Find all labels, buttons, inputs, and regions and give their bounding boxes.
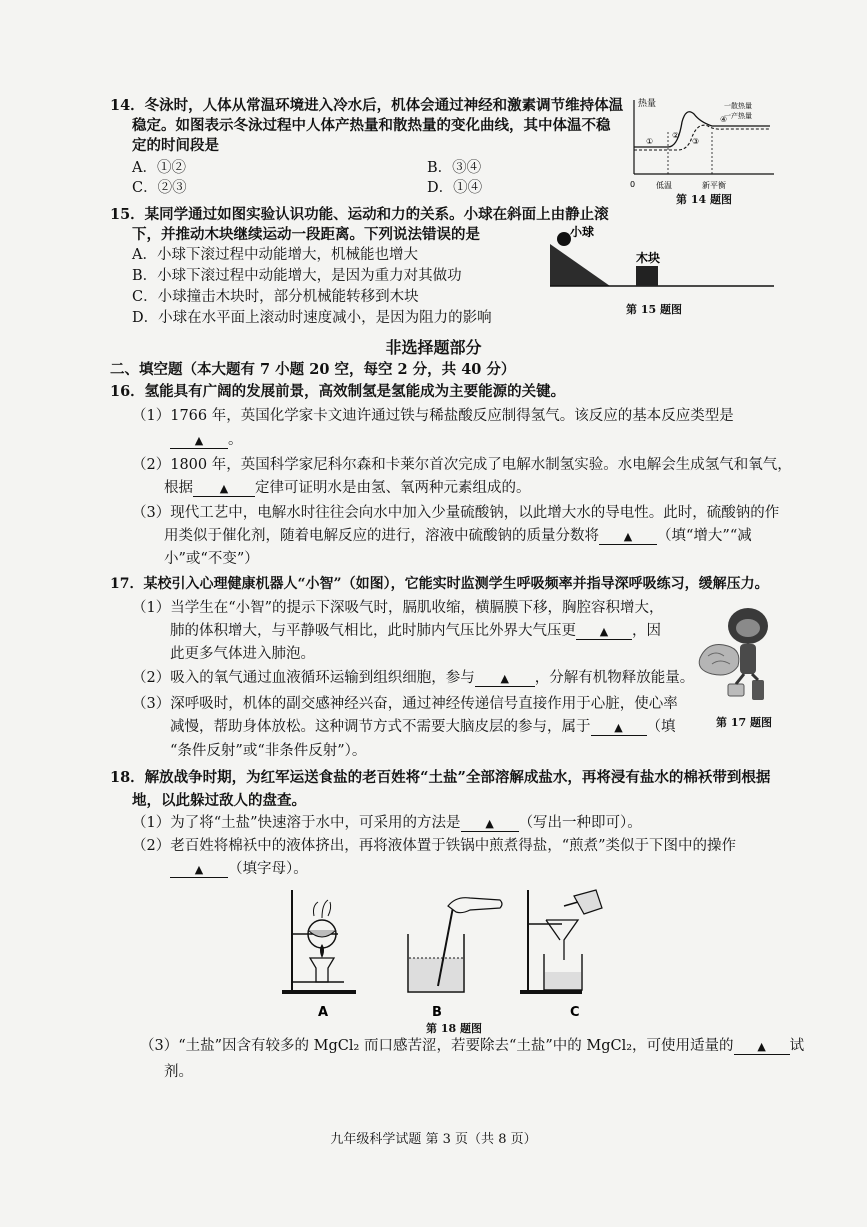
q17-s2: （2）吸入的氧气通过血液循环运输到组织细胞，参与 ▲ ，分解有机物释放能量。 [132,670,695,686]
q15-incline-figure [548,222,776,294]
q14-line2: 稳定。如图表示冬泳过程中人体产热量和散热量的变化曲线，其中体温不稳 [132,117,611,134]
q18-s1-blank[interactable]: ▲ [461,817,519,832]
robot-foot-left [728,684,744,696]
q18-line2: 地，以此躲过敌人的盘查。 [132,792,306,809]
apparatus-a-evaporation [282,890,356,994]
q16-s2-line1: （2）1800 年，英国科学家尼科尔森和卡莱尔首次完成了电解水制氢实验。水电解会生成氢气和氧气， [132,457,792,473]
q16-s3-blank[interactable]: ▲ [599,530,657,545]
q14-marker-4: ④ [720,115,728,124]
q14-line1: 14．冬泳时，人体从常温环境进入冷水后，机体会通过神经和激素调节维持体温 [110,97,624,114]
q16-s1-blank[interactable]: ▲ [170,434,228,449]
q18-s2-line2: ▲ （填字母）。 [170,859,308,879]
label-c: C [570,1005,580,1020]
label-b: B [432,1005,442,1020]
q18-s1: （1）为了将“土盐”快速溶于水中，可采用的方法是 ▲ （写出一种即可）。 [132,815,642,831]
q17-caption: 第 17 题图 [716,716,772,729]
q17-s3-blank[interactable]: ▲ [591,721,647,736]
q14-option-b[interactable]: B．③④ [427,160,482,176]
q14-legend-heat-loss: 一散热量 [724,102,752,110]
q17-s2-blank[interactable]: ▲ [475,672,535,687]
q18-s2-line1: （2）老百姓将棉袄中的液体挤出，再将液体置于铁锅中煎煮得盐，“煎煮”类似于下图中的操作 [132,838,737,854]
q15-option-c[interactable]: C．小球撞击木块时，部分机械能转移到木块 [132,289,419,305]
q14-origin: 0 [630,180,636,189]
q14-xlabel-low: 低温 [656,181,672,190]
label-a: A [318,1005,329,1020]
robot-body [740,644,756,674]
q16-s3-line2: 用类似于催化剂，随着电解反应的进行，溶液中硫酸钠的质量分数将 ▲ （填“增大”“减 [164,528,752,544]
q17-robot-figure [690,600,782,710]
q17-s3-line1: （3）深呼吸时，机体的副交感神经兴奋，通过神经传递信号直接作用于心脏，使心率 [132,696,678,712]
q15-option-b[interactable]: B．小球下滚过程中动能增大，是因为重力对其做功 [132,268,462,284]
block-label: 木块 [636,251,661,265]
q15-caption: 第 15 题图 [626,303,682,316]
q18-s2-blank[interactable]: ▲ [170,863,228,878]
q14-legend-heat-production: 一产热量 [724,112,752,120]
ball-icon [557,232,571,246]
q15-option-d[interactable]: D．小球在水平面上滚动时速度减小，是因为阻力的影响 [132,310,492,326]
apparatus-b-stirring [408,898,502,992]
q15-line1: 15．某同学通过如图实验认识功能、运动和力的关系。小球在斜面上由静止滚 [110,206,609,223]
q16-s3-line3: 小”或“不变”） [164,551,259,567]
incline-ramp [550,244,610,286]
q14-caption: 第 14 题图 [676,193,732,206]
apparatus-c-filtration [520,890,602,994]
wood-block-icon [636,266,658,286]
page-footer: 九年级科学试题 第 3 页（共 8 页） [330,1132,537,1147]
q16-s1-line2: ▲ 。 [170,430,243,450]
q16-s3-line1: （3）现代工艺中，电解水时往往会向水中加入少量硫酸钠，以此增大水的导电性。此时，硫酸钠的作 [132,505,780,521]
brain-model-icon [699,645,739,676]
robot-foot-right [752,680,764,700]
q18-s3-blank[interactable]: ▲ [734,1040,790,1055]
q18-line1: 18．解放战争时期，为红军运送食盐的老百姓将“土盐”全部溶解成盐水，再将浸有盐水的棉袄带到根据 [110,769,771,786]
q14-marker-2: ② [672,131,680,140]
q16-s1-line1: （1）1766 年，英国化学家卡文迪许通过铁与稀盐酸反应制得氢气。该反应的基本反应类型是 [132,408,734,424]
section-title: 非选择题部分 [385,338,482,357]
q16-stem: 16．氢能具有广阔的发展前景，高效制氢是氢能成为主要能源的关键。 [110,383,566,400]
q17-s1-line3: 此更多气体进入肺泡。 [170,646,315,662]
q14-option-a[interactable]: A．①② [132,160,186,176]
part2-title: 二、填空题（本大题有 7 小题 20 空，每空 2 分，共 40 分） [110,361,516,378]
q17-s3-line3: “条件反射”或“非条件反射”）。 [170,743,367,759]
q17-s1-line1: （1）当学生在“小智”的提示下深吸气时，膈肌收缩，横膈膜下移，胸腔容积增大， [132,600,664,616]
q18-caption: 第 18 题图 [426,1022,482,1035]
q17-s1-blank[interactable]: ▲ [576,625,632,640]
q14-heat-graph [620,92,780,192]
q15-line2: 下，并推动木块继续运动一段距离。下列说法错误的是 [132,226,480,243]
q14-ylabel: 热量 [638,99,657,109]
q14-marker-3: ③ [692,137,700,146]
q14-marker-1: ① [646,137,654,146]
q14-option-c[interactable]: C．②③ [132,180,187,196]
q16-s2-line2: 根据 ▲ 定律可证明水是由氢、氧两种元素组成的。 [164,480,531,496]
q17-stem: 17．某校引入心理健康机器人“小智”（如图），它能实时监测学生呼吸频率并指导深呼吸练习，缓解压力。 [110,576,769,592]
q14-option-d[interactable]: D．①④ [427,180,483,196]
q17-s3-line2: 减慢，帮助身体放松。这种调节方式不需要大脑皮层的参与，属于 ▲ （填 [170,719,676,735]
q15-option-a[interactable]: A．小球下滚过程中动能增大，机械能也增大 [132,247,418,263]
q14-line3: 定的时间段是 [132,137,219,154]
hand-icon [448,898,502,913]
q18-s3-line1: （3）“土盐”因含有较多的 MgCl₂ 而口感苦涩，若要除去“土盐”中的 MgCl₂，可使用适量的 ▲ 试 [140,1038,805,1054]
ball-label: 小球 [570,225,595,239]
q14-heat-production-curve [634,125,770,150]
q14-xlabel-new-balance: 新平衡 [702,181,726,190]
q18-s3-line2: 剂。 [164,1064,193,1080]
q16-s2-blank[interactable]: ▲ [193,482,255,497]
q17-s1-line2: 肺的体积增大，与平静吸气相比，此时肺内气压比外界大气压更 ▲ ，因 [170,623,661,639]
q18-apparatus-figure [278,882,608,1022]
